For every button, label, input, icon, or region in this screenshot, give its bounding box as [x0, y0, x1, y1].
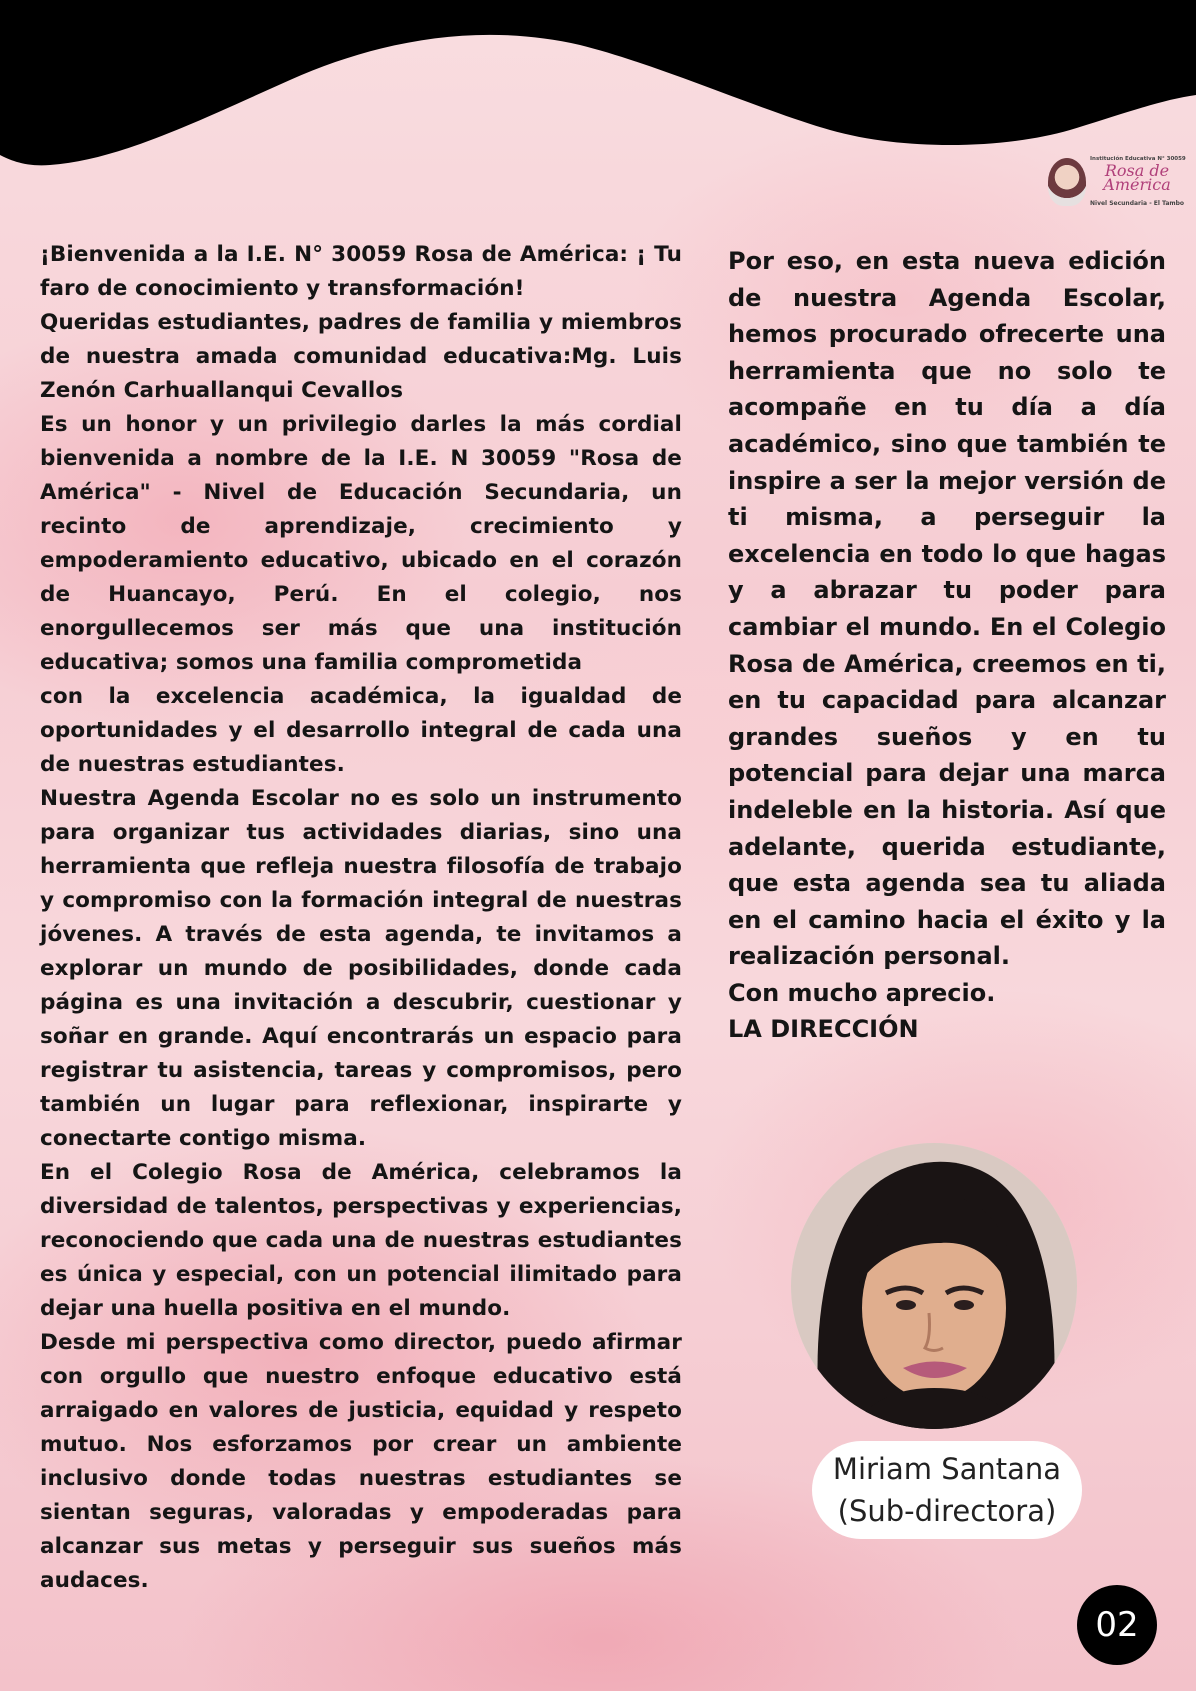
paragraph: Por eso, en esta nueva edición de nuestra Agenda Escolar, hemos procurado ofrecerte una herramienta que no solo te acompañe en tu día a día académico, sino que también te inspire a ser la mejor versión de ti misma, a perseguir la excelencia en todo lo que hagas y a abrazar tu poder para cambiar el mundo. En el Colegio Rosa de América, creemos en ti, en tu capacidad para alcanzar grandes sueños y en tu potencial para dejar una marca indeleble en la historia. Así que adelante, querida estudiante, que esta agenda sea tu aliada en el camino hacia el éxito y la realización personal.	[728, 247, 1166, 971]
profile-name-card	[812, 1441, 1082, 1539]
paragraph: Queridas estudiantes, padres de familia y miembros de nuestra amada comunidad educativa:Mg. Luis Zenón Carhuallanqui Cevallos	[40, 310, 682, 403]
welcome-letter-left-column	[40, 238, 682, 1598]
closing-line: Con mucho aprecio.	[728, 978, 996, 1007]
signature-line: LA DIRECCIÓN	[728, 1015, 919, 1044]
logo-name-line2: América	[1103, 175, 1171, 194]
paragraph: con la excelencia académica, la igualdad de oportunidades y el desarrollo integral de cada una de nuestras estudiantes.	[40, 684, 682, 777]
welcome-letter-right-column	[728, 243, 1166, 1048]
logo-institution-line: Institución Educativa N° 30059	[1090, 156, 1186, 162]
logo-footer-line: Nivel Secundaria - El Tambo	[1090, 200, 1185, 207]
portrait-illustration	[791, 1143, 1077, 1429]
profile-role: (Sub-directora)	[837, 1494, 1057, 1528]
profile-name: Miriam Santana	[832, 1452, 1062, 1486]
paragraph: Desde mi perspectiva como director, puedo afirmar con orgullo que nuestro enfoque educativo está arraigado en valores de justicia, equidad y respeto mutuo. Nos esforzamos por crear un ambiente inclusivo donde todas nuestras estudiantes se sientan seguras, valoradas y empoderadas para alcanzar sus metas y perseguir sus sueños más audaces.	[40, 1330, 682, 1593]
paragraph: Es un honor y un privilegio darles la más cordial bienvenida a nombre de la I.E. N 30059 "Rosa de América" - Nivel de Educación Secundaria, un recinto de aprendizaje, crecimiento y empoderamiento educativo, ubicado en el corazón de Huancayo, Perú. En el colegio, nos enorgullecemos ser más que una institución educativa; somos una familia comprometida	[40, 412, 682, 675]
paragraph: Nuestra Agenda Escolar no es solo un instrumento para organizar tus actividades diarias, sino una herramienta que refleja nuestra filosofía de trabajo y compromiso con la formación integral de nuestras jóvenes. A través de esta agenda, te invitamos a explorar un mundo de posibilidades, donde cada página es una invitación a descubrir, cuestionar y soñar en grande. Aquí encontrarás un espacio para registrar tu asistencia, tareas y compromisos, pero también un lugar para reflexionar, inspirarte y conectarte contigo misma.	[40, 786, 682, 1151]
page-number-badge: 02	[1077, 1585, 1157, 1665]
logo-name-line1: Rosa de	[1104, 161, 1170, 180]
logo-name	[1090, 161, 1184, 194]
school-logo	[1044, 150, 1184, 212]
paragraph: ¡Bienvenida a la I.E. N° 30059 Rosa de América: ¡ Tu faro de conocimiento y transformación!	[40, 242, 682, 301]
header-wave-band	[0, 0, 1196, 175]
paragraph: En el Colegio Rosa de América, celebramos la diversidad de talentos, perspectivas y experiencias, reconociendo que cada una de nuestras estudiantes es única y especial, con un potencial ilimitado para dejar una huella positiva en el mundo.	[40, 1160, 682, 1321]
patron-saint-portrait-icon	[1048, 158, 1086, 206]
profile-photo	[791, 1143, 1077, 1429]
